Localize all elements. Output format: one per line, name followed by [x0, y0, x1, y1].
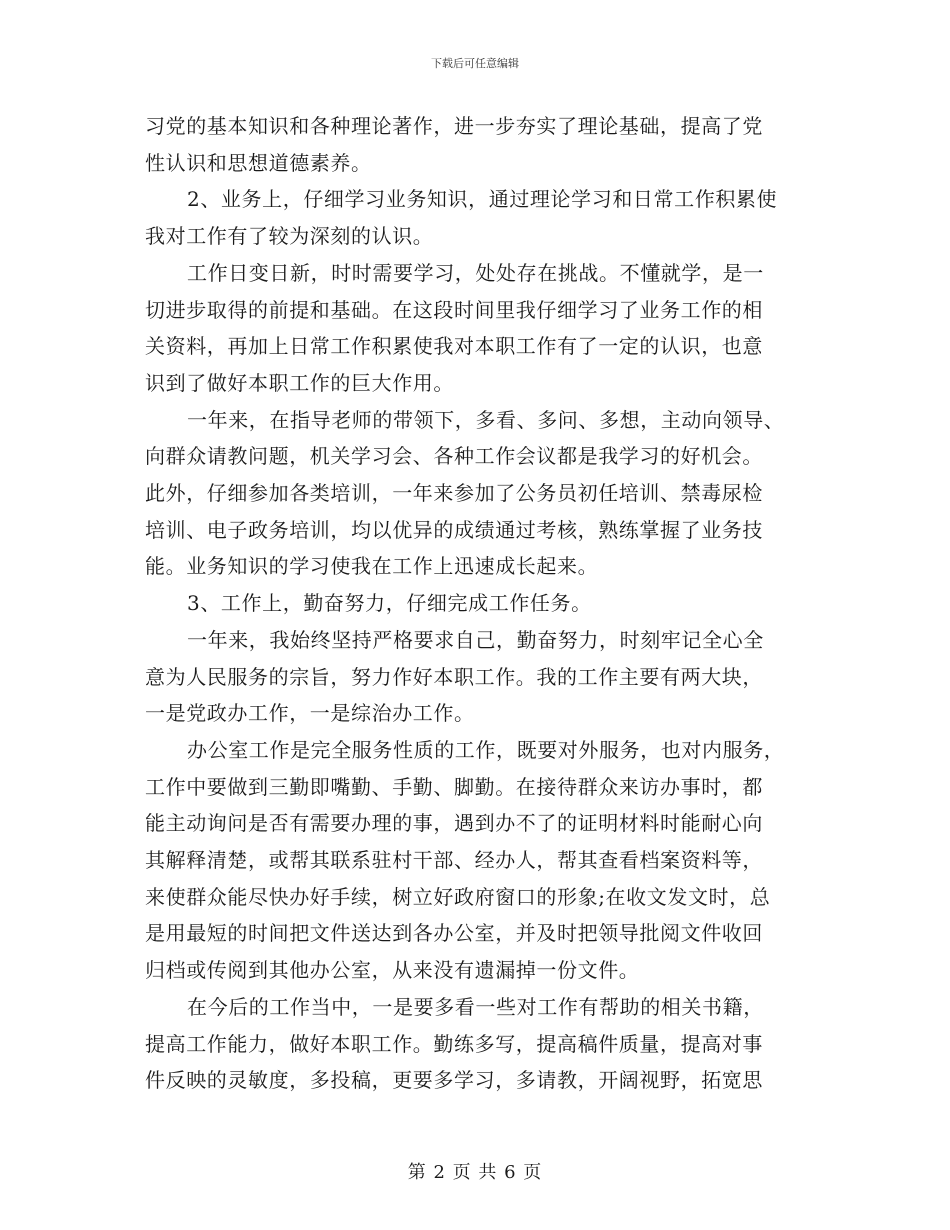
text-line: 一是党政办工作，一是综治办工作。: [145, 701, 475, 726]
text-line: 向群众请教问题，机关学习会、各种工作会议都是我学习的好机会。: [145, 444, 763, 469]
text-line: 在今后的工作当中，一是要多看一些对工作有帮助的相关书籍，: [187, 994, 764, 1019]
text-line: 一年来，我始终坚持严格要求自己，勤奋努力，时刻牢记全心全: [187, 627, 764, 652]
text-line: 培训、电子政务培训，均以优异的成绩通过考核，熟练掌握了业务技: [145, 517, 763, 542]
text-line: 能主动询问是否有需要办理的事，遇到办不了的证明材料时能耐心向: [145, 811, 763, 836]
text-line: 件反映的灵敏度，多投稿，更要多学习，多请教，开阔视野，拓宽思: [145, 1068, 763, 1093]
text-line: 来使群众能尽快办好手续，树立好政府窗口的形象;在收文发文时，总: [145, 884, 771, 909]
text-line: 提高工作能力，做好本职工作。勤练多写，提高稿件质量，提高对事: [145, 1031, 763, 1056]
text-line: 归档或传阅到其他办公室，从来没有遗漏掉一份文件。: [145, 958, 640, 983]
text-line: 是用最短的时间把文件送达到各办公室，并及时把领导批阅文件收回: [145, 921, 763, 946]
document-body: [145, 108, 810, 1099]
text-line: 此外，仔细参加各类培训，一年来参加了公务员初任培训、禁毒尿检: [145, 481, 763, 506]
text-line: 识到了做好本职工作的巨大作用。: [145, 370, 454, 395]
page-header: 下载后可任意编辑: [431, 57, 519, 70]
text-line: 3、工作上，勤奋努力，仔细完成工作任务。: [187, 591, 592, 616]
text-line: 性认识和思想道德素养。: [145, 150, 372, 175]
text-line: 习党的基本知识和各种理论著作，进一步夯实了理论基础，提高了党: [145, 114, 763, 138]
text-line: 意为人民服务的宗旨，努力作好本职工作。我的工作主要有两大块，: [145, 664, 763, 689]
text-line: 我对工作有了较为深刻的认识。: [145, 224, 434, 249]
text-line: 切进步取得的前提和基础。在这段时间里我仔细学习了业务工作的相: [145, 297, 763, 322]
text-line: 关资料，再加上日常工作积累使我对本职工作有了一定的认识，也意: [145, 334, 763, 359]
text-line: 其解释清楚，或帮其联系驻村干部、经办人，帮其查看档案资料等，: [145, 848, 763, 873]
text-line: 2、业务上，仔细学习业务知识，通过理论学习和日常工作积累使: [187, 187, 778, 212]
page-number: 第 2 页 共 6 页: [407, 1162, 543, 1183]
text-line: 办公室工作是完全服务性质的工作，既要对外服务，也对内服务，: [187, 737, 785, 762]
text-line: 工作日变日新，时时需要学习，处处存在挑战。不懂就学，是一: [187, 260, 764, 285]
text-line: 一年来，在指导老师的带领下，多看、多问、多想，主动向领导、: [187, 407, 785, 432]
text-line: 工作中要做到三勤即嘴勤、手勤、脚勤。在接待群众来访办事时，都: [145, 774, 763, 799]
text-line: 能。业务知识的学习使我在工作上迅速成长起来。: [145, 554, 599, 579]
